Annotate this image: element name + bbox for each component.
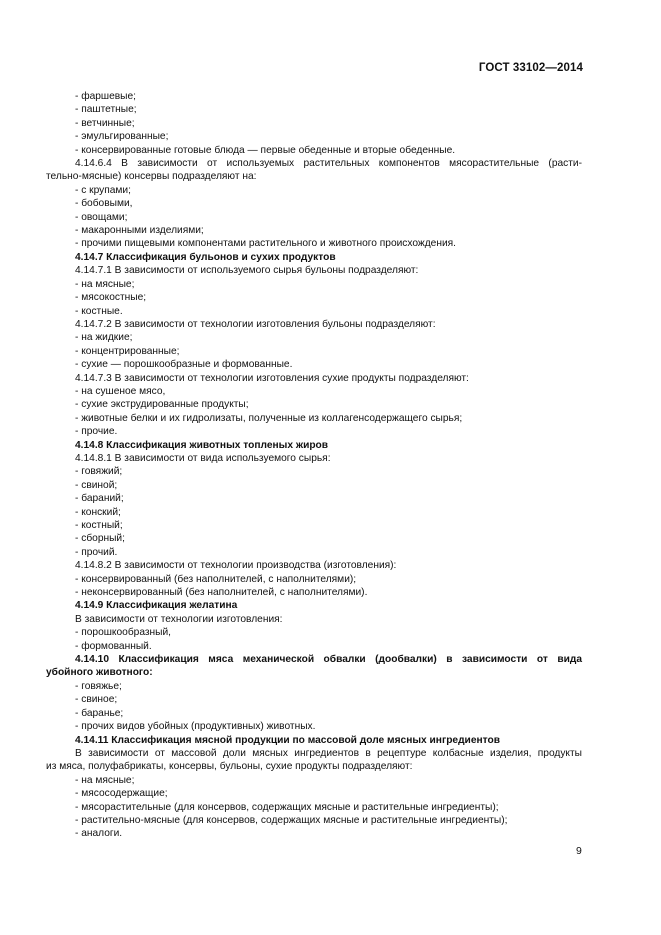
section-heading-line: 4.14.11 Классификация мясной продукции по массовой доле мясных ингредиентов	[75, 734, 500, 746]
text-line: - говяжье;	[75, 680, 122, 692]
text-line: - бараний;	[75, 493, 124, 505]
document-body	[46, 90, 582, 841]
text-line: - макаронными изделиями;	[75, 225, 204, 237]
text-line: - свиной;	[75, 479, 118, 491]
text-line: - свиное;	[75, 694, 118, 706]
text-line: - порошкообразный,	[75, 627, 172, 639]
text-line: - мясорастительные (для консервов, содержащих мясные и растительные ингредиенты);	[75, 801, 499, 813]
text-line: 4.14.6.4 В зависимости от используемых растительных компонентов мясорастительные (расти-	[75, 158, 582, 170]
text-line: - эмульгированные;	[75, 131, 169, 143]
text-line: - прочий.	[75, 546, 118, 558]
text-line: - консервированный (без наполнителей, с наполнителями);	[75, 573, 357, 585]
text-line: тельно-мясные) консервы подразделяют на:	[46, 171, 257, 183]
document-header-code: ГОСТ 33102—2014	[478, 62, 583, 74]
text-line: - на сушеное мясо,	[75, 385, 166, 397]
text-line: - мясосодержащие;	[75, 788, 168, 800]
text-line: - овощами;	[75, 211, 128, 223]
text-line: - паштетные;	[75, 104, 137, 116]
text-line: - сухие — порошкообразные и формованные.	[75, 359, 293, 371]
text-line: 4.14.7.2 В зависимости от технологии изготовления бульоны подразделяют:	[75, 318, 436, 330]
text-line: - костные.	[75, 305, 123, 317]
text-line: - сборный;	[75, 533, 125, 545]
text-line: - говяжий;	[75, 466, 123, 478]
text-line: 4.14.8.2 В зависимости от технологии производства (изготовления):	[75, 560, 397, 572]
text-line: - аналоги.	[75, 828, 123, 840]
text-line: - конский;	[75, 506, 121, 518]
page-number: 9	[576, 845, 582, 857]
text-line: - прочих видов убойных (продуктивных) животных.	[75, 721, 316, 733]
text-line: - формованный.	[75, 640, 152, 652]
text-line: - фаршевые;	[75, 91, 137, 102]
text-line: В зависимости от массовой доли мясных ингредиентов в рецептуре колбасные изделия, продукты	[75, 747, 582, 759]
text-line: - мясокостные;	[75, 292, 147, 304]
text-line: - сухие экструдированные продукты;	[75, 399, 249, 411]
text-line: 4.14.7.3 В зависимости от технологии изготовления сухие продукты подразделяют:	[75, 372, 469, 384]
text-line: - с крупами;	[75, 184, 131, 196]
text-line: - бобовыми,	[75, 198, 133, 210]
text-line: - консервированные готовые блюда — первые обеденные и вторые обеденные.	[75, 144, 456, 156]
text-line: - на жидкие;	[75, 332, 133, 344]
section-heading-line: 4.14.10 Классификация мяса механической обвалки (дообвалки) в зависимости от вида	[75, 654, 582, 666]
text-line: - неконсервированный (без наполнителей, с наполнителями).	[75, 587, 368, 599]
section-heading-line: убойного животного:	[46, 667, 153, 679]
text-line: - баранье;	[75, 707, 124, 719]
text-line: - животные белки и их гидролизаты, полученные из коллагенсодержащего сырья;	[75, 412, 463, 424]
text-line: - на мясные;	[75, 774, 135, 786]
text-line: из мяса, полуфабрикаты, консервы, бульоны, сухие продукты подразделяют:	[46, 761, 413, 773]
text-line: - прочие.	[75, 426, 118, 438]
text-line: - растительно-мясные (для консервов, содержащих мясные и растительные ингредиенты);	[75, 814, 508, 826]
section-heading-line: 4.14.9 Классификация желатина	[75, 600, 238, 612]
section-heading-line: 4.14.7 Классификация бульонов и сухих продуктов	[75, 251, 336, 263]
text-line: 4.14.8.1 В зависимости от вида используемого сырья:	[75, 452, 331, 464]
text-line: - прочими пищевыми компонентами растительного и животного происхождения.	[75, 238, 457, 250]
text-line: - костный;	[75, 520, 123, 531]
text-line: - концентрированные;	[75, 345, 180, 357]
text-line: - ветчинные;	[75, 117, 135, 129]
text-line: 4.14.7.1 В зависимости от используемого сырья бульоны подразделяют:	[75, 265, 419, 277]
text-line: - на мясные;	[75, 278, 135, 290]
text-line: В зависимости от технологии изготовления:	[75, 613, 283, 625]
section-heading-line: 4.14.8 Классификация животных топленых жиров	[75, 439, 329, 451]
